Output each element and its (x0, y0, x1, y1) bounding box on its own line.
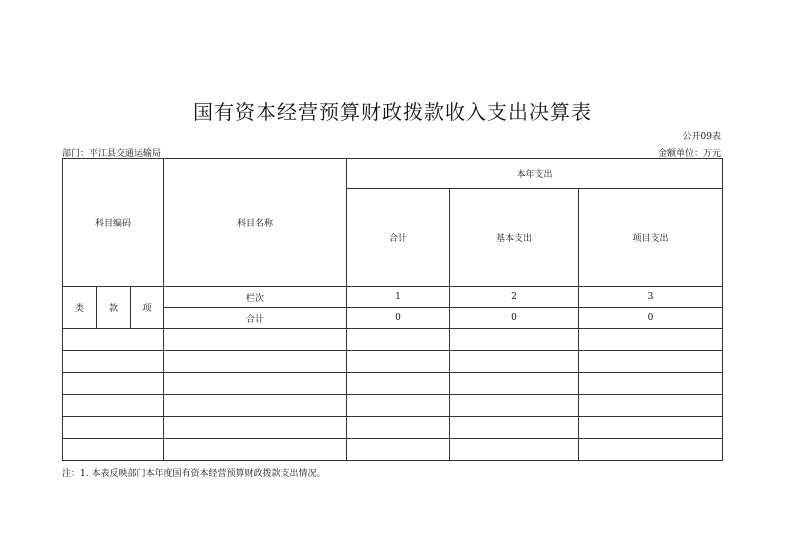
table-row (63, 417, 723, 439)
column-index-project: 3 (579, 287, 723, 308)
table-row (63, 439, 723, 461)
header-subject-name: 科目名称 (164, 159, 347, 287)
budget-table (62, 158, 723, 461)
table-row (63, 329, 723, 351)
total-row-label: 合计 (164, 308, 347, 329)
header-basic-expense: 基本支出 (450, 189, 579, 287)
table-row (63, 373, 723, 395)
header-xiang: 项 (131, 287, 164, 329)
page-title: 国有资本经营预算财政拨款收入支出决算表 (193, 100, 592, 124)
form-number: 公开09表 (682, 132, 721, 142)
header-total: 合计 (347, 189, 450, 287)
total-row-basic: 0 (450, 308, 579, 329)
column-index-total: 1 (347, 287, 450, 308)
table-row (63, 351, 723, 373)
header-subject-code: 科目编码 (63, 159, 164, 287)
department-label: 部门：平江县交通运输局 (62, 149, 162, 159)
header-lei: 类 (63, 287, 97, 329)
column-index-label: 栏次 (164, 287, 347, 308)
header-project-expense: 项目支出 (579, 189, 723, 287)
table-row (63, 395, 723, 417)
header-current-year-expense: 本年支出 (347, 159, 723, 189)
footnote: 注：1. 本表反映部门本年度国有资本经营预算财政拨款支出情况。 (62, 469, 326, 479)
header-kuan: 款 (97, 287, 131, 329)
total-row-total: 0 (347, 308, 450, 329)
total-row-project: 0 (579, 308, 723, 329)
column-index-basic: 2 (450, 287, 579, 308)
amount-unit-label: 金额单位：万元 (657, 149, 721, 159)
